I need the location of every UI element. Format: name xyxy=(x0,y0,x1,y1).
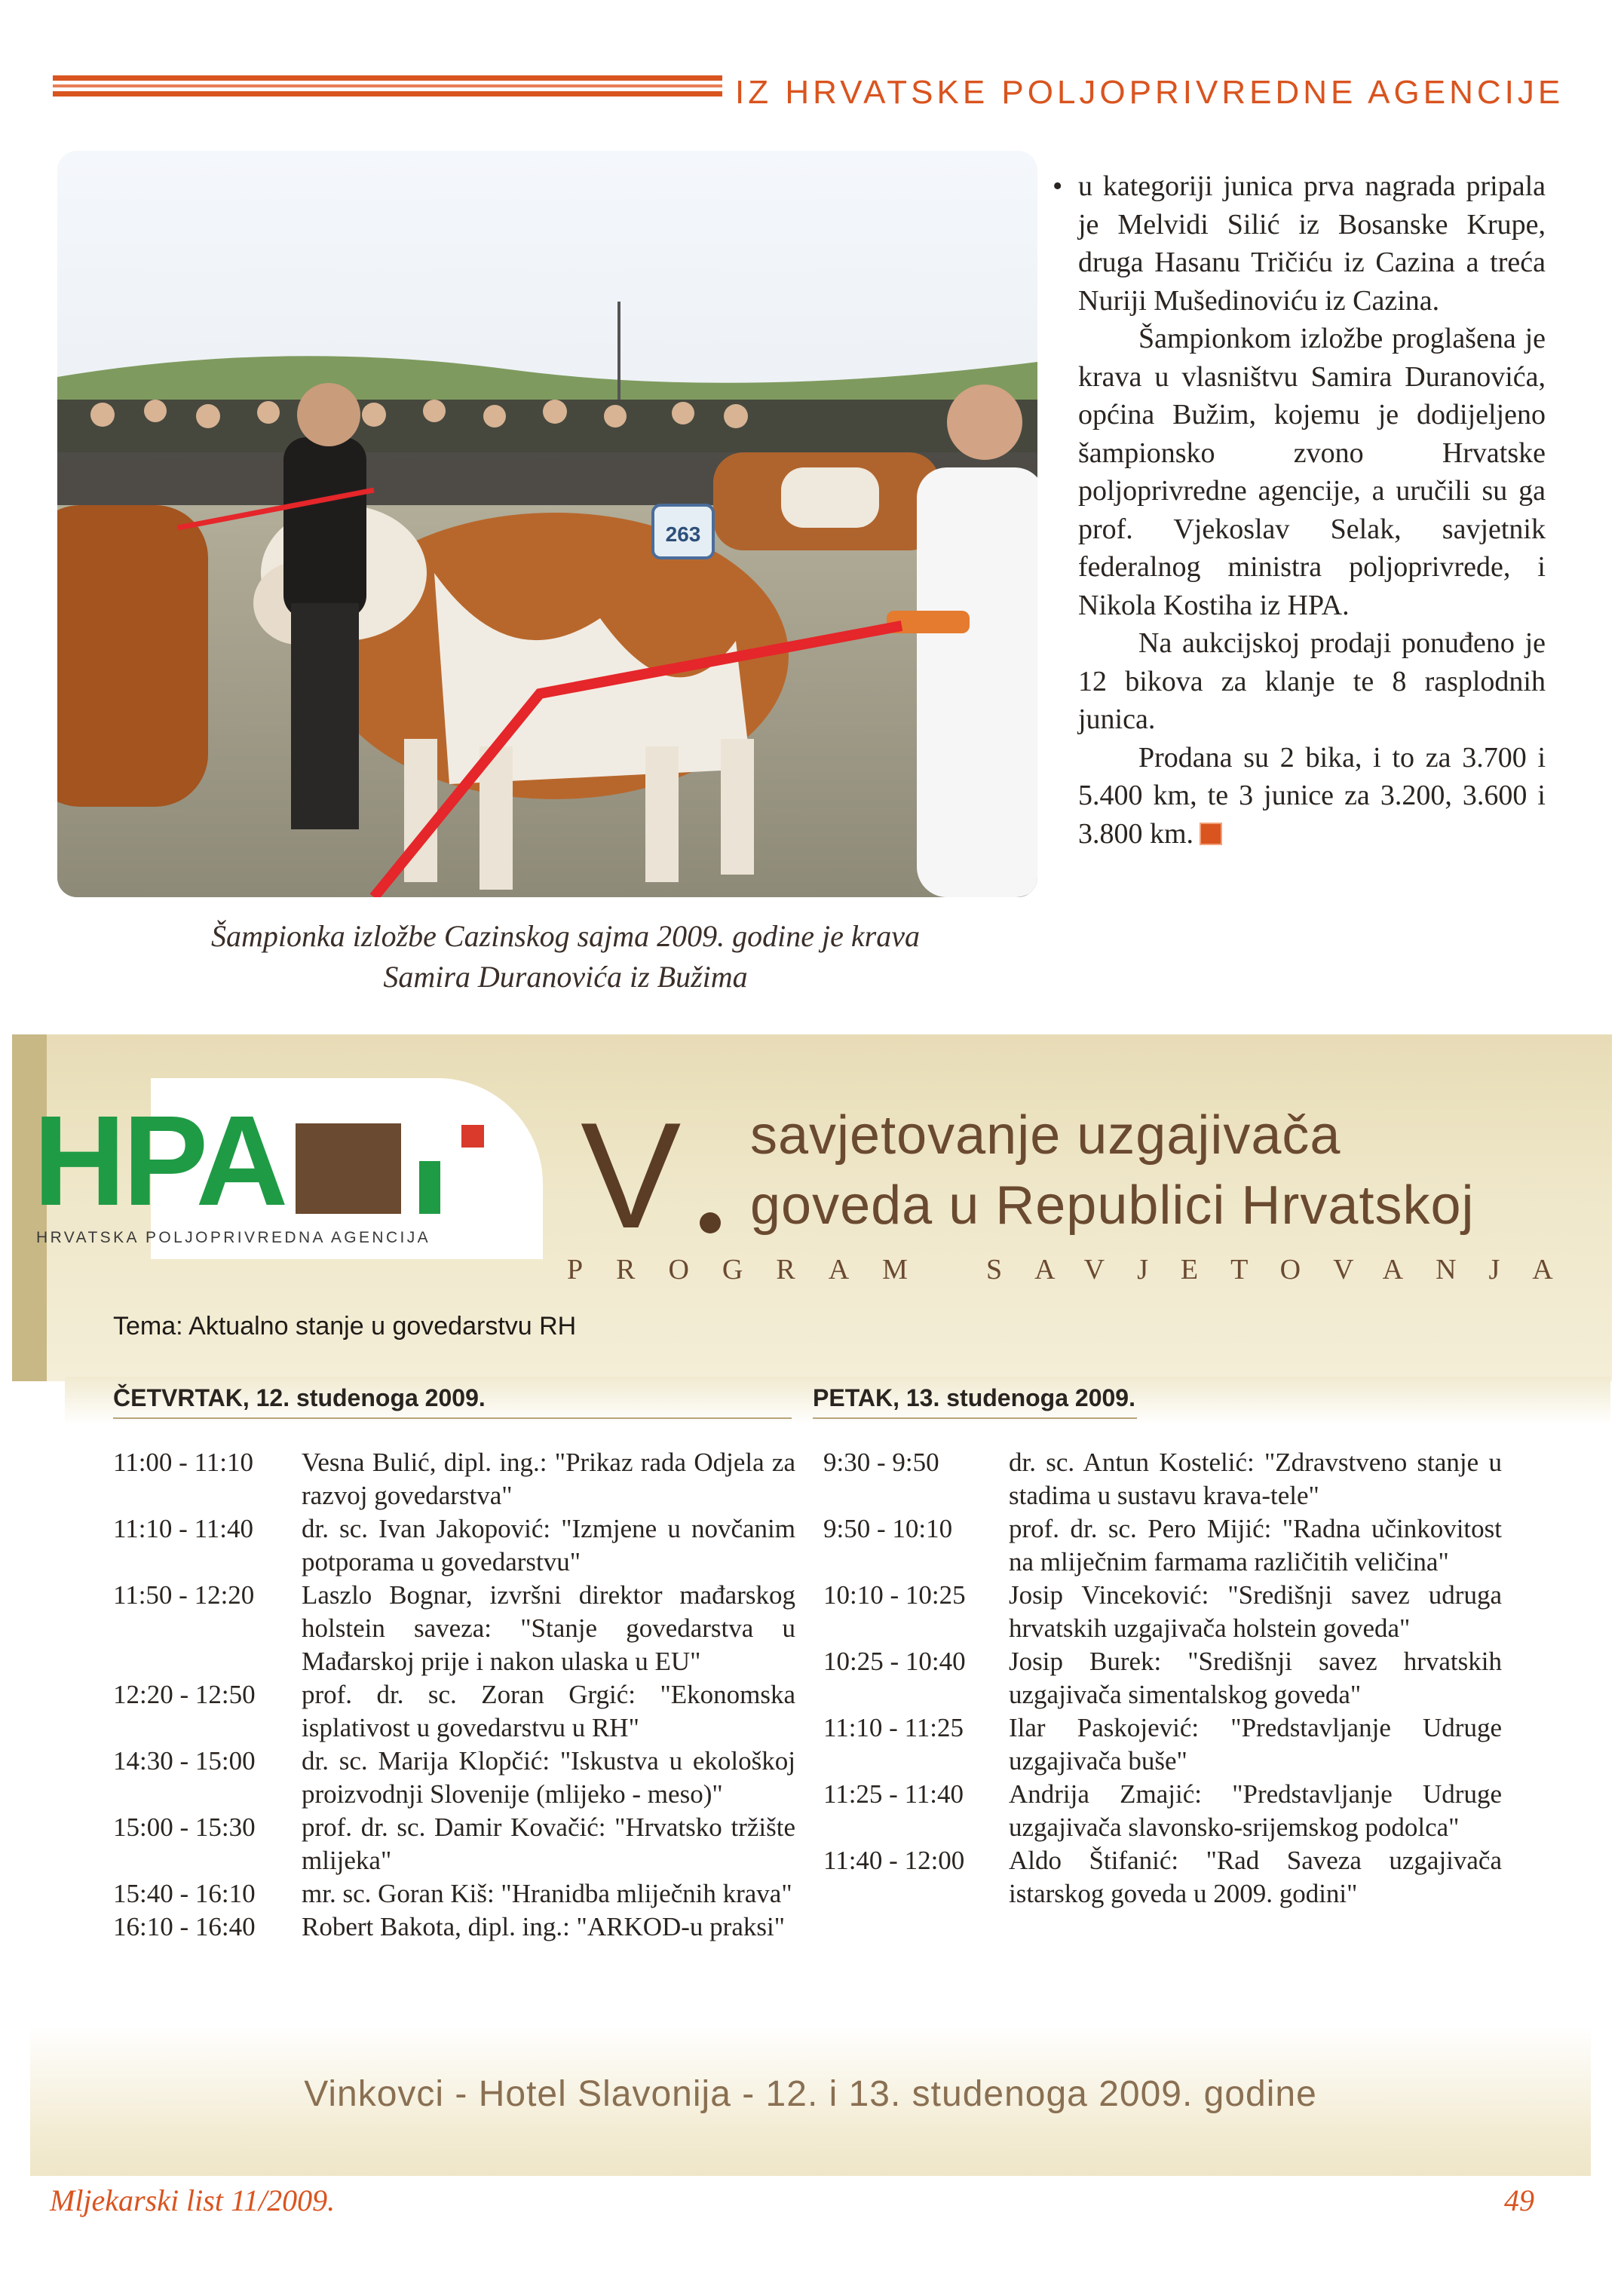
session-title: dr. sc. Marija Klopčić: "Iskustva u ekološkoj proizvodnji Slovenije (mlijeko - meso)" xyxy=(302,1746,795,1809)
session-time: 11:10 - 11:25 xyxy=(823,1713,964,1742)
schedule-row xyxy=(823,1844,1502,1911)
program-label: PROGRAM xyxy=(567,1254,941,1285)
journal-name: Mljekarski list 11/2009. xyxy=(50,2183,336,2217)
thursday-heading: ČETVRTAK, 12. studenoga 2009. xyxy=(113,1384,486,1411)
article-text xyxy=(1053,167,1546,853)
schedule-row xyxy=(113,1911,795,1944)
friday-heading: PETAK, 13. studenoga 2009. xyxy=(813,1384,1135,1411)
hpa-logo-red-square xyxy=(461,1125,484,1148)
savjetovanja-label: SAVJETOVANJA xyxy=(986,1254,1586,1285)
bullet-icon: • xyxy=(1053,170,1063,202)
session-time: 9:30 - 9:50 xyxy=(823,1448,939,1477)
article-p3: Na aukcijskoj prodaji ponuđeno je 12 bikova za klanje te 8 rasplodnih junica. xyxy=(1078,627,1546,735)
page-number: 49 xyxy=(1504,2183,1534,2217)
session-title: Andrija Zmajić: "Predstavljanje Udruge uzgajivača slavonsko-srijemskog podolca" xyxy=(1009,1779,1502,1842)
schedule-row xyxy=(823,1645,1502,1711)
session-time: 15:00 - 15:30 xyxy=(113,1812,256,1842)
caption-line-2: Samira Duranovića iz Bužima xyxy=(383,960,748,994)
cow-show-photo xyxy=(57,151,1037,897)
session-time: 12:20 - 12:50 xyxy=(113,1680,256,1709)
hpa-logo-subtitle: HRVATSKA POLJOPRIVREDNA AGENCIJA xyxy=(36,1229,431,1246)
hpa-logo-green-bar xyxy=(419,1161,440,1214)
article-p2: Šampionkom izložbe proglašena je krava u vlasništvu Samira Duranovića, općina Bužim, kojemu je dodijeljeno šampionsko zvono Hrvatske poljoprivredne agencije, a uručili su ga prof. Vjekoslav Selak, savjetnik federalnog ministra poljoprivrede, i Nikola Kostiha iz HPA. xyxy=(1078,323,1546,621)
session-title: prof. dr. sc. Damir Kovačić: "Hrvatsko tržište mlijeka" xyxy=(302,1812,795,1875)
article-p1: u kategoriji junica prva nagrada pripala je Melvidi Silić iz Bosanske Krupe, druga Hasanu Tričiću iz Cazina a treća Nuriji Mušedinoviću iz Cazina. xyxy=(1078,170,1546,317)
hpa-logo-brown-block xyxy=(296,1123,401,1214)
photo-illustration xyxy=(57,151,1037,897)
section-title: IZ HRVATSKE POLJOPRIVREDNE AGENCIJE xyxy=(735,74,1564,111)
session-time: 10:25 - 10:40 xyxy=(823,1647,966,1676)
session-time: 11:25 - 11:40 xyxy=(823,1779,964,1809)
session-time: 11:40 - 12:00 xyxy=(823,1846,965,1875)
header-rule xyxy=(53,75,722,104)
article-paragraph-last xyxy=(1078,739,1546,853)
session-title: Josip Vinceković: "Središnji savez udruga hrvatskih uzgajivača holstein goveda" xyxy=(1009,1580,1502,1643)
schedule-row xyxy=(823,1778,1502,1844)
session-time: 11:50 - 12:20 xyxy=(113,1580,255,1610)
schedule-row xyxy=(823,1579,1502,1645)
session-title: prof. dr. sc. Pero Mijić: "Radna učinkovitost na mliječnim farmama različitih veličina" xyxy=(1009,1514,1502,1577)
session-time: 11:00 - 11:10 xyxy=(113,1448,254,1477)
cow-number-tag: 263 xyxy=(665,522,701,546)
session-title: Robert Bakota, dipl. ing.: "ARKOD-u praksi" xyxy=(302,1912,786,1941)
thursday-schedule xyxy=(113,1446,795,1944)
session-time: 16:10 - 16:40 xyxy=(113,1912,256,1941)
article-paragraph xyxy=(1053,167,1546,320)
schedule-row xyxy=(823,1711,1502,1778)
schedule-row xyxy=(113,1446,795,1512)
session-title: Ilar Paskojević: "Predstavljanje Udruge uzgajivača buše" xyxy=(1009,1713,1502,1776)
schedule-row xyxy=(113,1811,795,1877)
session-title: Laszlo Bognar, izvršni direktor mađarskog holstein saveza: "Stanje govedarstva u Mađarskoj prije i nakon ulaska u EU" xyxy=(302,1580,795,1676)
session-time: 10:10 - 10:25 xyxy=(823,1580,966,1610)
thursday-rule xyxy=(113,1417,792,1419)
conference-title-line-1: savjetovanje uzgajivača xyxy=(750,1105,1341,1166)
schedule-row xyxy=(113,1678,795,1745)
session-title: Aldo Štifanić: "Rad Saveza uzgajivača istarskog goveda u 2009. godini" xyxy=(1009,1846,1502,1908)
session-title: prof. dr. sc. Zoran Grgić: "Ekonomska isplativost u govedarstvu u RH" xyxy=(302,1680,795,1742)
schedule-row xyxy=(113,1579,795,1678)
schedule-row xyxy=(113,1512,795,1579)
session-title: dr. sc. Antun Kostelić: "Zdravstveno stanje u stadima u sustavu krava-tele" xyxy=(1009,1448,1502,1510)
session-title: mr. sc. Goran Kiš: "Hranidba mliječnih krava" xyxy=(302,1879,792,1908)
session-title: Josip Burek: "Središnji savez hrvatskih uzgajivača simentalskog goveda" xyxy=(1009,1647,1502,1709)
session-title: dr. sc. Ivan Jakopović: "Izmjene u novčanim potporama u govedarstvu" xyxy=(302,1514,795,1577)
session-title: Vesna Bulić, dipl. ing.: "Prikaz rada Odjela za razvoj govedarstva" xyxy=(302,1448,795,1510)
venue-line: Vinkovci - Hotel Slavonija - 12. i 13. studenoga 2009. godine xyxy=(304,2074,1317,2114)
session-time: 14:30 - 15:00 xyxy=(113,1746,256,1776)
hpa-logo-text: HPA xyxy=(33,1089,286,1233)
caption-line-1: Šampionka izložbe Cazinskog sajma 2009. godine je krava xyxy=(211,919,920,953)
session-time: 15:40 - 16:10 xyxy=(113,1879,256,1908)
friday-schedule xyxy=(823,1446,1502,1911)
numeral-dot xyxy=(700,1212,721,1233)
roman-numeral: V xyxy=(581,1092,682,1260)
end-of-article-icon xyxy=(1200,823,1222,845)
conference-theme: Tema: Aktualno stanje u govedarstvu RH xyxy=(113,1312,577,1341)
photo-caption xyxy=(151,916,980,997)
friday-rule xyxy=(813,1417,1137,1419)
session-time: 9:50 - 10:10 xyxy=(823,1514,953,1543)
article-p4: Prodana su 2 bika, i to za 3.700 i 5.400 km, te 3 junice za 3.200, 3.600 i 3.800 km. xyxy=(1078,741,1546,850)
schedule-row xyxy=(113,1745,795,1811)
schedule-row xyxy=(823,1512,1502,1579)
schedule-row xyxy=(113,1877,795,1911)
conference-title-line-2: goveda u Republici Hrvatskoj xyxy=(750,1175,1475,1236)
session-time: 11:10 - 11:40 xyxy=(113,1514,254,1543)
schedule-row xyxy=(823,1446,1502,1512)
